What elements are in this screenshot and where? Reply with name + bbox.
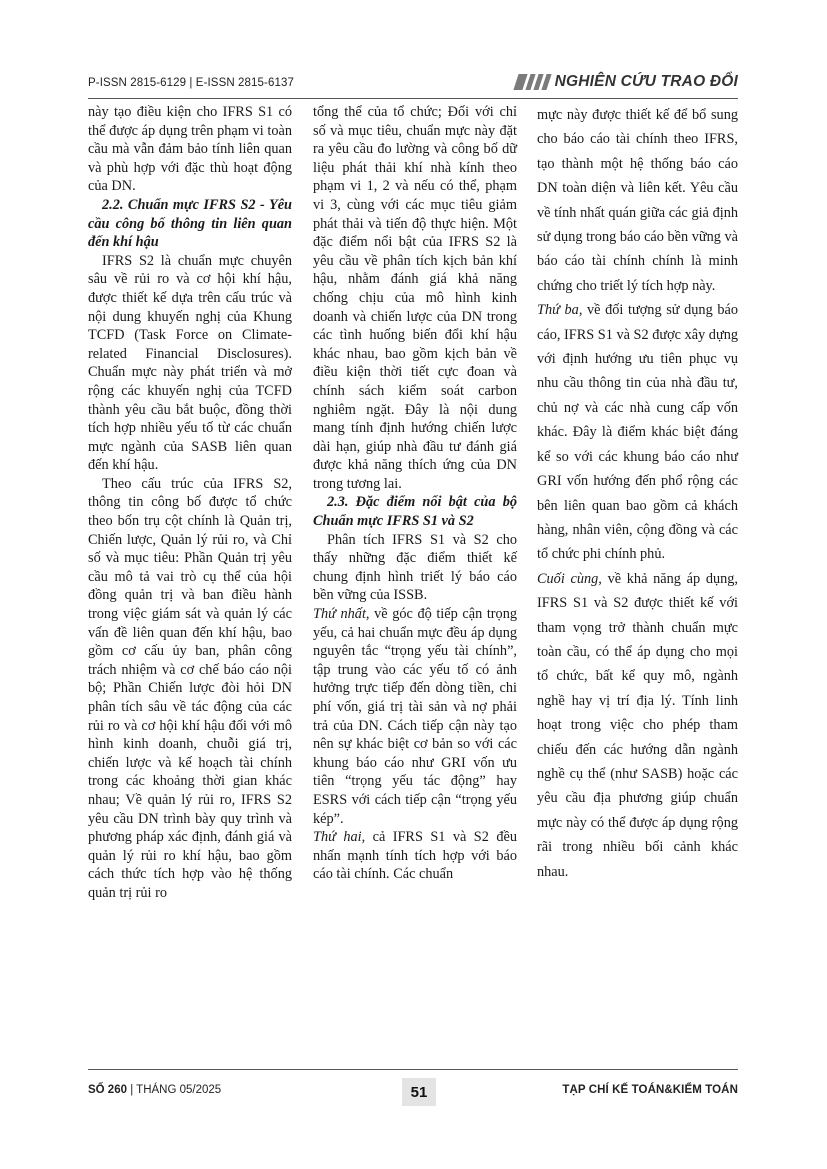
paragraph-text: về đối tượng sử dụng báo cáo, IFRS S1 và S2 được xây dựng với định hướng ưu tiên phục vụ nhu cầu thông tin của nhà đầu tư, chủ nợ và các nhà cung cấp vốn khác. Đây là điểm khác biệt đáng kể so với các khung báo cáo như GRI vốn hướng đến phổ rộng các bên liên quan bao gồm cả khách hàng, nhân viên, cộng đồng và các tổ chức phi chính phủ. <box>537 302 738 563</box>
page-footer <box>88 1078 738 1106</box>
paragraph: Theo cấu trúc của IFRS S2, thông tin công bố được tổ chức theo bốn trụ cột chính là Quản trị, Chiến lược, Quản lý rủi ro, và Chỉ số và mục tiêu: Phần Quản trị yêu cầu mô tả vai trò cụ thể của hội đồng quản trị và ban điều hành trong việc giám sát và quản lý các vấn đề liên quan đến khí hậu, bao gồm cơ cấu ủy ban, phân công trách nhiệm và cơ chế báo cáo nội bộ; Phần Chiến lược đòi hỏi DN phân tích sâu về tác động của các rủi ro và cơ hội khí hậu đối với mô hình kinh doanh, chuỗi giá trị, chiến lược và kế hoạch tài chính trong các khoảng thời gian khác nhau; Về quản lý rủi ro, IFRS S2 yêu cầu DN trình bày quy trình và phương pháp xác định, đánh giá và quản lý rủi ro khí hậu, bao gồm cách thức tích hợp vào hệ thống quản trị rủi ro <box>88 475 292 901</box>
paragraph <box>313 828 517 884</box>
section-title: NGHIÊN CỨU TRAO ĐỔI <box>554 73 738 90</box>
paragraph: tổng thể của tổ chức; Đối với chỉ số và mục tiêu, chuẩn mực này đặt ra yêu cầu đo lường và công bố dữ liệu phát thải khí nhà kính theo phạm vi 1, 2 và nếu có thể, phạm vi 3, cùng với các mục tiêu giảm phát thải và tiến độ thực hiện. Một đặc điểm nổi bật của IFRS S2 là yêu cầu về phân tích kịch bản khí hậu, nhằm đánh giá khả năng chống chịu của mô hình kinh doanh và chiến lược của DN trong các tình huống biến đổi khí hậu khác nhau, bao gồm kịch bản về điều kiện thời tiết cực đoan và chính sách kiểm soát carbon nghiêm ngặt. Đây là nội dung mang tính định hướng chiến lược dài hạn, giúp nhà đầu tư đánh giá được khả năng thích ứng của DN trong tương lai. <box>313 104 517 492</box>
issue-date: | THÁNG 05/2025 <box>127 1084 222 1096</box>
issue-label <box>88 1084 221 1096</box>
section-brand <box>516 73 738 91</box>
paragraph: Phân tích IFRS S1 và S2 cho thấy những đặc điểm thiết kế chung định hình triết lý báo cáo bền vững của ISSB. <box>313 531 517 604</box>
section-bars-icon <box>516 74 549 90</box>
lead-phrase: Thứ ba, <box>537 302 583 319</box>
lead-phrase: Thứ nhất, <box>313 606 370 623</box>
issue-number: SỐ 260 <box>88 1084 127 1096</box>
page-header <box>88 73 738 95</box>
text-column-3 <box>537 103 738 884</box>
text-column-1 <box>88 103 292 903</box>
paragraph <box>537 298 738 566</box>
text-column-2 <box>313 103 517 884</box>
lead-phrase: Thứ hai, <box>313 829 366 846</box>
issn-label: P-ISSN 2815-6129 | E-ISSN 2815-6137 <box>88 77 294 89</box>
paragraph: này tạo điều kiện cho IFRS S1 có thể được áp dụng trên phạm vi toàn cầu mà vẫn đảm bảo tính liên quan và phù hợp với đặc thù hoạt động của DN. <box>88 104 292 195</box>
section-heading-2-3: 2.3. Đặc điểm nổi bật của bộ Chuẩn mực IFRS S1 và S2 <box>313 494 517 530</box>
paragraph: IFRS S2 là chuẩn mực chuyên sâu về rủi ro và cơ hội khí hậu, được thiết kế dựa trên cấu trúc và nội dung khuyến nghị của Khung TCFD (Task Force on Climate-related Financial Disclosures). Chuẩn mực này phát triển và mở rộng các khuyến nghị của TCFD thành yêu cầu bắt buộc, đồng thời tích hợp nhiều yếu tố từ các chuẩn mực ngành của SASB liên quan đến khí hậu. <box>88 252 292 474</box>
paragraph: mực này được thiết kế để bổ sung cho báo cáo tài chính theo IFRS, tạo thành một hệ thống báo cáo DN toàn diện và liên kết. Yêu cầu về tính nhất quán giữa các giả định sử dụng trong báo cáo bền vững và báo cáo tài chính chính là minh chứng cho triết lý tích hợp này. <box>537 107 738 294</box>
lead-phrase: Cuối cùng, <box>537 570 602 587</box>
paragraph-text: về khả năng áp dụng, IFRS S1 và S2 được thiết kế với tham vọng trở thành chuẩn mực toàn cầu, có thể áp dụng cho mọi tổ chức, bất kể quy mô, ngành nghề hay vị trí địa lý. Tính linh hoạt trong việc cho phép tham chiếu đến các hướng dẫn ngành nghề cụ thể (như SASB) hoặc các yêu cầu địa phương giúp chuẩn mực này có thể được áp dụng rộng rãi trong nhiều bối cảnh khác nhau. <box>537 570 738 880</box>
paragraph <box>313 605 517 828</box>
page-number: 51 <box>402 1078 436 1106</box>
journal-name: TẠP CHÍ KẾ TOÁN&KIỂM TOÁN <box>562 1084 738 1096</box>
footer-rule <box>88 1069 738 1070</box>
paragraph-text: cả IFRS S1 và S2 đều nhấn mạnh tính tích hợp với báo cáo tài chính. Các chuẩn <box>313 829 517 883</box>
header-rule <box>88 98 738 99</box>
paragraph <box>537 567 738 884</box>
section-heading-2-2: 2.2. Chuẩn mực IFRS S2 - Yêu cầu công bố thông tin liên quan đến khí hậu <box>88 196 292 251</box>
paragraph-text: về góc độ tiếp cận trọng yếu, cả hai chuẩn mực đều áp dụng nguyên tắc “trọng yếu tài chính”, tập trung vào các yếu tố có ảnh hưởng trực tiếp đến dòng tiền, chi phí vốn, giá trị tài sản và nợ phải trả của DN. Cách tiếp cận này tạo nên sự khác biệt cơ bản so với các khung báo cáo như GRI vốn ưu tiên “trọng yếu tác động” hay ESRS với cách tiếp cận “trọng yếu kép”. <box>313 606 517 827</box>
